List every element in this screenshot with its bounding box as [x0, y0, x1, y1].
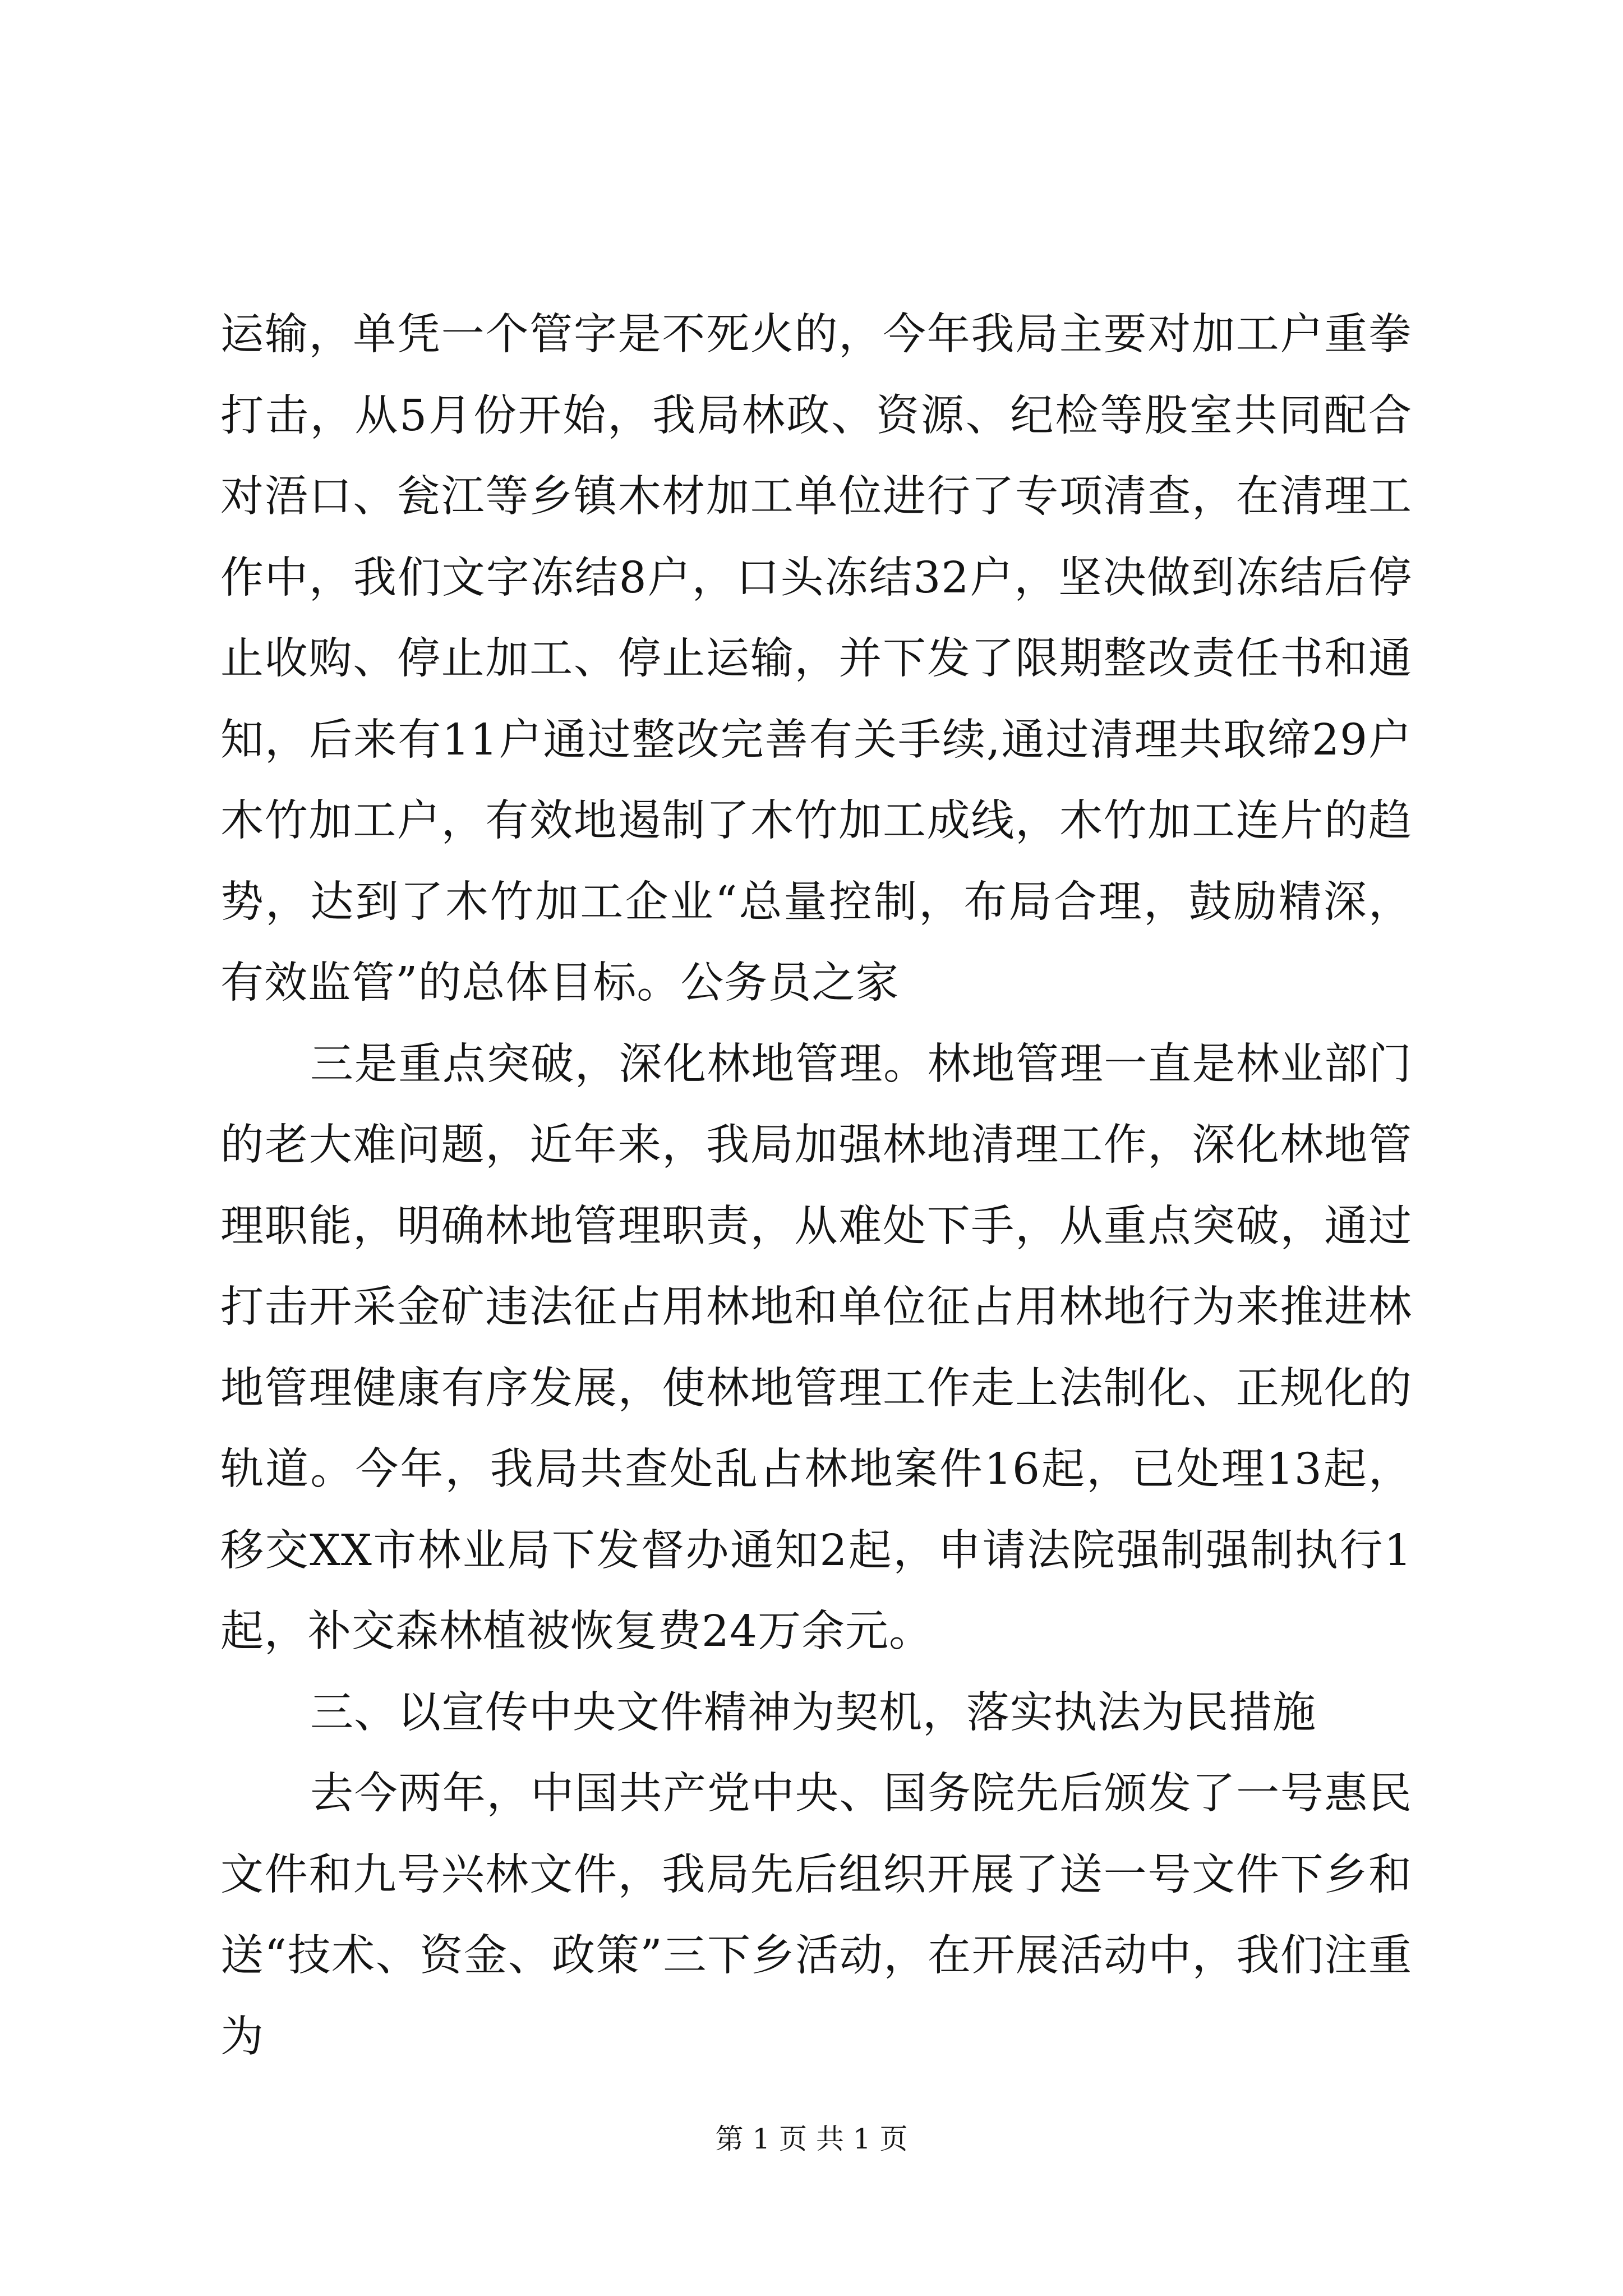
- paragraph-continuation: 运输，单凭一个管字是不死火的，今年我局主要对加工户重拳打击，从5月份开始，我局林政、资源、纪检等股室共同配合对浯口、瓮江等乡镇木材加工单位进行了专项清查，在清理工作中，我们文字冻结8户，口头冻结32户，坚决做到冻结后停止收购、停止加工、停止运输，并下发了限期整改责任书和通知，后来有11户通过整改完善有关手续,通过清理共取缔29户木竹加工户，有效地遏制了木竹加工成线，木竹加工连片的趋势，达到了木竹加工企业“总量控制，布局合理，鼓励精深，有效监管”的总体目标。公务员之家: [220, 310, 1412, 1008]
- paragraph-central-documents: 去今两年，中国共产党中央、国务院先后颁发了一号惠民文件和九号兴林文件，我局先后组织开展了送一号文件下乡和送“技术、资金、政策”三下乡活动，在开展活动中，我们注重为: [220, 1769, 1412, 2062]
- page-footer: 第 1 页 共 1 页: [715, 2123, 908, 2155]
- document-body: [220, 295, 1412, 2078]
- section-heading-3: 三、以宣传中央文件精神为契机，落实执法为民措施: [310, 1687, 1316, 1738]
- paragraph-forest-land-management: 三是重点突破，深化林地管理。林地管理一直是林业部门的老大难问题，近年来，我局加强林地清理工作，深化林地管理职能，明确林地管理职责，从难处下手，从重点突破，通过打击开采金矿违法征占用林地和单位征占用林地行为来推进林地管理健康有序发展，使林地管理工作走上法制化、正规化的轨道。今年，我局共查处乱占林地案件16起，已处理13起，移交XX市林业局下发督办通知2起，申请法院强制强制执行1起，补交森林植被恢复费24万余元。: [220, 1039, 1412, 1657]
